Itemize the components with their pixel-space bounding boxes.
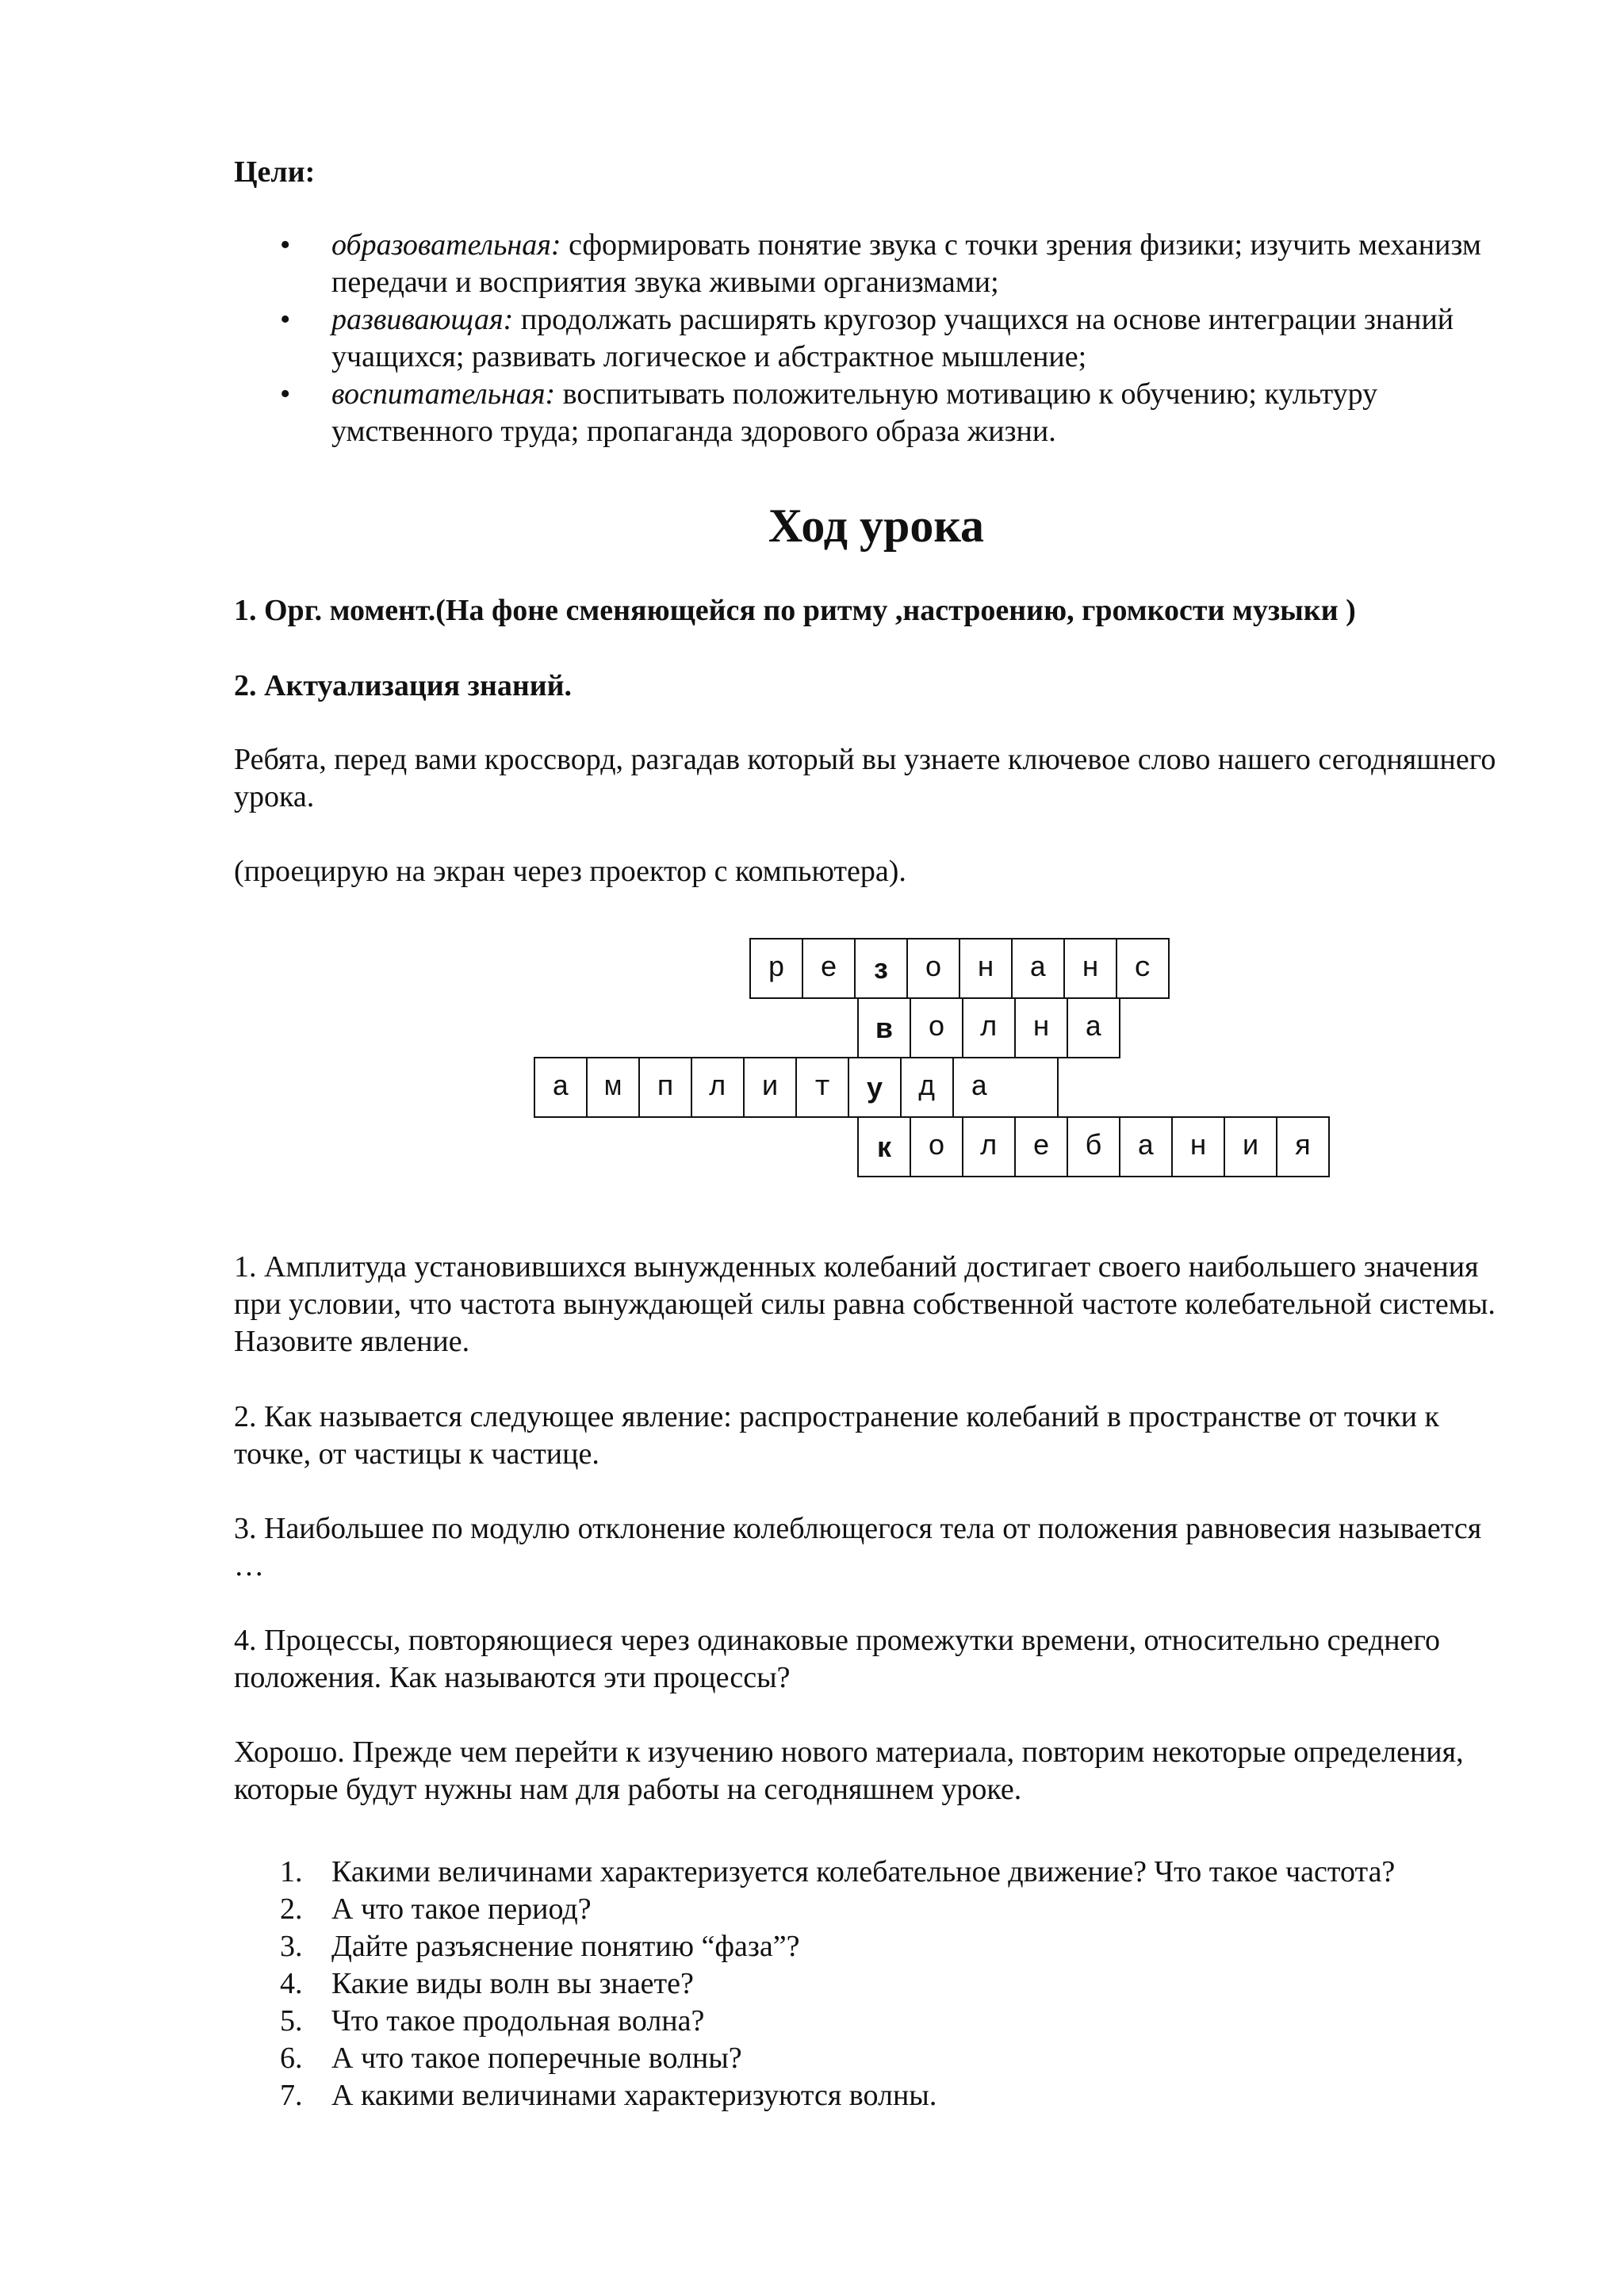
crossword-cell: о — [910, 1116, 963, 1177]
question-text: А какими величинами характеризуются волны. — [331, 2079, 937, 2112]
crossword-cell: р — [749, 938, 803, 999]
crossword-cell: с — [1116, 938, 1170, 999]
crossword-cell: о — [910, 997, 963, 1058]
riddle-2: 2. Как называется следующее явление: распространение колебаний в пространстве от точки к точке, от частицы к частице. — [234, 1400, 1439, 1471]
question-text: Какие виды волн вы знаете? — [331, 1967, 694, 2000]
crossword-cell: п — [638, 1057, 692, 1118]
goal-text: продолжать расширять кругозор учащихся на основе интеграции знаний учащихся; развивать логическое и абстрактное мышление; — [331, 303, 1454, 373]
crossword-cell: н — [1063, 938, 1117, 999]
riddle-3: 3. Наибольшее по модулю отклонение колеблющегося тела от положения равновесия называется … — [234, 1512, 1482, 1582]
goals-title: Цели: — [234, 155, 316, 189]
crossword-cell: и — [743, 1057, 797, 1118]
crossword-cell: и — [1224, 1116, 1277, 1177]
crossword-cell: н — [1171, 1116, 1225, 1177]
crossword-grid — [523, 938, 1312, 1207]
question-item — [234, 1928, 1566, 1965]
question-text: Дайте разъяснение понятию “фаза”? — [331, 1930, 800, 1963]
crossword-cell: б — [1067, 1116, 1120, 1177]
goals-list — [234, 227, 1503, 450]
crossword-cell: н — [959, 938, 1013, 999]
goal-label: развивающая: — [331, 303, 514, 336]
crossword-empty-cell — [1005, 1057, 1059, 1118]
crossword-cell: о — [906, 938, 960, 999]
question-item — [234, 2003, 1566, 2040]
crossword-cell: а — [952, 1057, 1006, 1118]
crossword-cell: л — [962, 1116, 1016, 1177]
question-text: А что такое поперечные волны? — [331, 2042, 742, 2075]
question-item — [234, 1891, 1566, 1928]
crossword-cell: а — [1011, 938, 1065, 999]
crossword-cell: з — [854, 938, 908, 999]
goal-label: воспитательная: — [331, 377, 556, 411]
crossword-cell: т — [795, 1057, 849, 1118]
crossword-cell: е — [1014, 1116, 1068, 1177]
goal-text: сформировать понятие звука с точки зрения физики; изучить механизм передачи и восприятия звука живыми организмами; — [331, 228, 1481, 299]
question-number: 3. — [280, 1930, 303, 1963]
section-org-moment: 1. Орг. момент.(На фоне сменяющейся по ритму ,настроению, громкости музыки ) — [234, 594, 1356, 627]
question-number: 2. — [280, 1892, 303, 1926]
question-text: Какими величинами характеризуется колебательное движение? Что такое частота? — [331, 1855, 1396, 1888]
question-text: А что такое период? — [331, 1892, 592, 1926]
question-item — [234, 2077, 1566, 2114]
intro-paragraph: Ребята, перед вами кроссворд, разгадав который вы узнаете ключевое слово нашего сегодняшнего урока. — [234, 743, 1496, 813]
question-number: 5. — [280, 2004, 303, 2038]
goal-text: воспитывать положительную мотивацию к обучению; культуру умственного труда; пропаганда здорового образа жизни. — [331, 377, 1378, 448]
crossword-cell: е — [802, 938, 856, 999]
riddle-4: 4. Процессы, повторяющиеся через одинаковые промежутки времени, относительно среднего положения. Как называются эти процессы? — [234, 1624, 1441, 1694]
question-number: 7. — [280, 2079, 303, 2112]
crossword-cell: н — [1014, 997, 1068, 1058]
crossword-cell: в — [857, 997, 911, 1058]
crossword-cell: а — [534, 1057, 588, 1118]
goal-item-educational — [234, 227, 1503, 301]
crossword-cell: я — [1276, 1116, 1330, 1177]
goal-label: образовательная: — [331, 228, 561, 262]
crossword-cell: у — [848, 1057, 902, 1118]
goal-item-developing — [234, 301, 1503, 376]
crossword-cell: д — [900, 1057, 954, 1118]
crossword-cell: м — [586, 1057, 640, 1118]
section-knowledge-update: 2. Актуализация знаний. — [234, 669, 573, 702]
crossword-cell: к — [857, 1116, 911, 1177]
review-questions-list — [234, 1854, 1566, 2114]
question-item — [234, 1965, 1566, 2003]
question-number: 6. — [280, 2042, 303, 2075]
crossword-cell: а — [1119, 1116, 1173, 1177]
crossword-cell: л — [962, 997, 1016, 1058]
question-number: 4. — [280, 1967, 303, 2000]
projector-note: (проецирую на экран через проектор с компьютера). — [234, 855, 906, 888]
crossword-cell: л — [691, 1057, 745, 1118]
goal-item-upbringing — [234, 376, 1503, 450]
question-number: 1. — [280, 1855, 303, 1888]
question-text: Что такое продольная волна? — [331, 2004, 705, 2038]
lesson-title: Ход урока — [768, 499, 985, 552]
question-item — [234, 1854, 1566, 1891]
transition-paragraph: Хорошо. Прежде чем перейти к изучению нового материала, повторим некоторые определения, которые будут нужны нам для работы на сегодняшнем уроке. — [234, 1735, 1464, 1806]
question-item — [234, 2040, 1566, 2077]
crossword-cell: а — [1067, 997, 1120, 1058]
riddle-1: 1. Амплитуда установившихся вынужденных колебаний достигает своего наибольшего значения при условии, что частота вынуждающей силы равна собственной частоте колебательной системы. Назовите явление. — [234, 1250, 1496, 1358]
